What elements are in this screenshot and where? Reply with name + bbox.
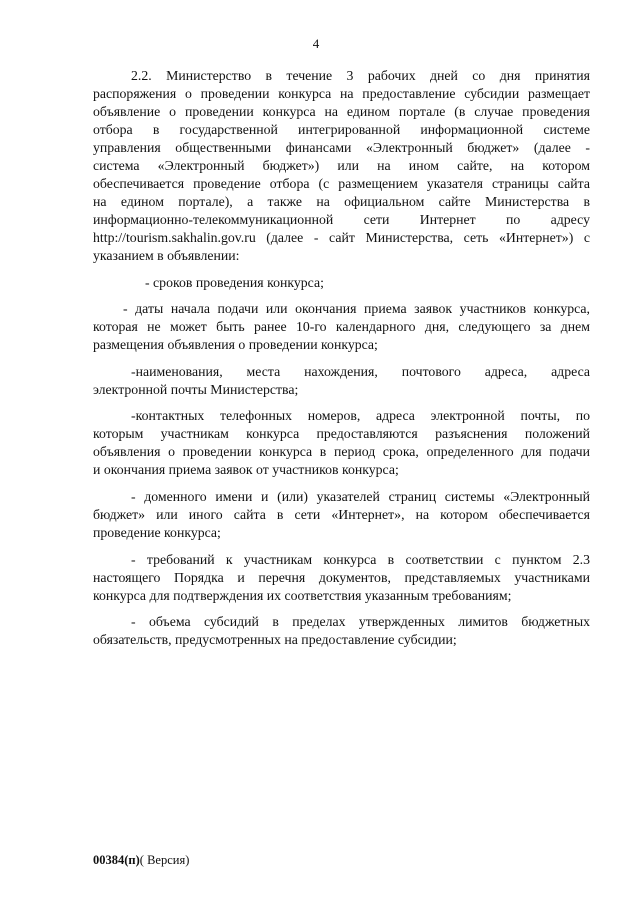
text-line: информационно-телекоммуникационной сети Интернет по адресу — [93, 212, 590, 227]
text-line: управления общественными финансами «Электронный бюджет» (далее - — [93, 140, 590, 155]
text-line: - требований к участникам конкурса в соответствии с пунктом 2.3 — [131, 551, 590, 567]
page-number: 4 — [312, 36, 320, 51]
text-line: объявление о проведении конкурса на едином портале (в случае проведения — [93, 104, 590, 119]
text-line: - сроков проведения конкурса; — [145, 274, 324, 290]
text-line: проведение конкурса; — [93, 524, 221, 540]
text-line: указанием в объявлении: — [93, 248, 240, 263]
text-line: обязательств, предусмотренных на предоставление субсидии; — [93, 632, 457, 648]
paragraph — [93, 363, 590, 399]
text-line: объявления о проведении конкурса в период срока, определенного для подачи — [93, 444, 590, 460]
text-line: конкурса для подтверждения их соответствия указанным требованиям; — [93, 587, 512, 603]
text-line: -наименования, места нахождения, почтового адреса, адреса — [131, 363, 590, 379]
text-line: 2.2. Министерство в течение 3 рабочих дней со дня принятия — [131, 68, 590, 83]
text-line: -контактных телефонных номеров, адреса электронной почты, по — [131, 408, 590, 424]
document-version: ( Версия) — [139, 853, 190, 867]
text-line: электронной почты Министерства; — [93, 381, 299, 397]
text-line: которым участникам конкурса предоставляются разъяснения положений — [93, 426, 590, 442]
text-line: бюджет» или иного сайта в сети «Интернет», на котором обеспечивается — [93, 506, 590, 522]
paragraph — [93, 274, 590, 292]
paragraph — [93, 613, 590, 649]
text-line: - даты начала подачи или окончания приема заявок участников конкурса, — [123, 301, 590, 317]
text-line: система «Электронный бюджет») или на ином сайте, на котором — [93, 158, 590, 173]
text-line: отбора в государственной интегрированной информационной системе — [93, 122, 590, 137]
document-body — [93, 67, 590, 658]
text-line: настоящего Порядка и перечня документов, представляемых участниками — [93, 569, 590, 585]
paragraph — [93, 407, 590, 479]
paragraph — [93, 551, 590, 605]
document-footer — [93, 852, 189, 868]
text-line: - доменного имени и (или) указателей страниц системы «Электронный — [131, 488, 590, 504]
text-line: распоряжения о проведении конкурса на предоставление субсидии размещает — [93, 86, 590, 101]
paragraph — [93, 300, 590, 354]
text-line: и окончания приема заявок от участников конкурса; — [93, 462, 399, 478]
text-line: обеспечивается проведение отбора (с размещением указателя страницы сайта — [93, 176, 590, 191]
text-line: http://tourism.sakhalin.gov.ru (далее - сайт Министерства, сеть «Интернет») с — [93, 230, 590, 245]
paragraph — [93, 67, 590, 265]
text-line: на едином портале), а также на официальном сайте Министерства в — [93, 194, 590, 209]
text-line: которая не может быть ранее 10-го календарного дня, следующего за днем — [93, 319, 590, 335]
text-line: - объема субсидий в пределах утвержденных лимитов бюджетных — [131, 614, 590, 630]
text-line: размещения объявления о проведении конкурса; — [93, 337, 378, 353]
paragraph — [93, 488, 590, 542]
document-code: 00384(п) — [93, 853, 140, 867]
